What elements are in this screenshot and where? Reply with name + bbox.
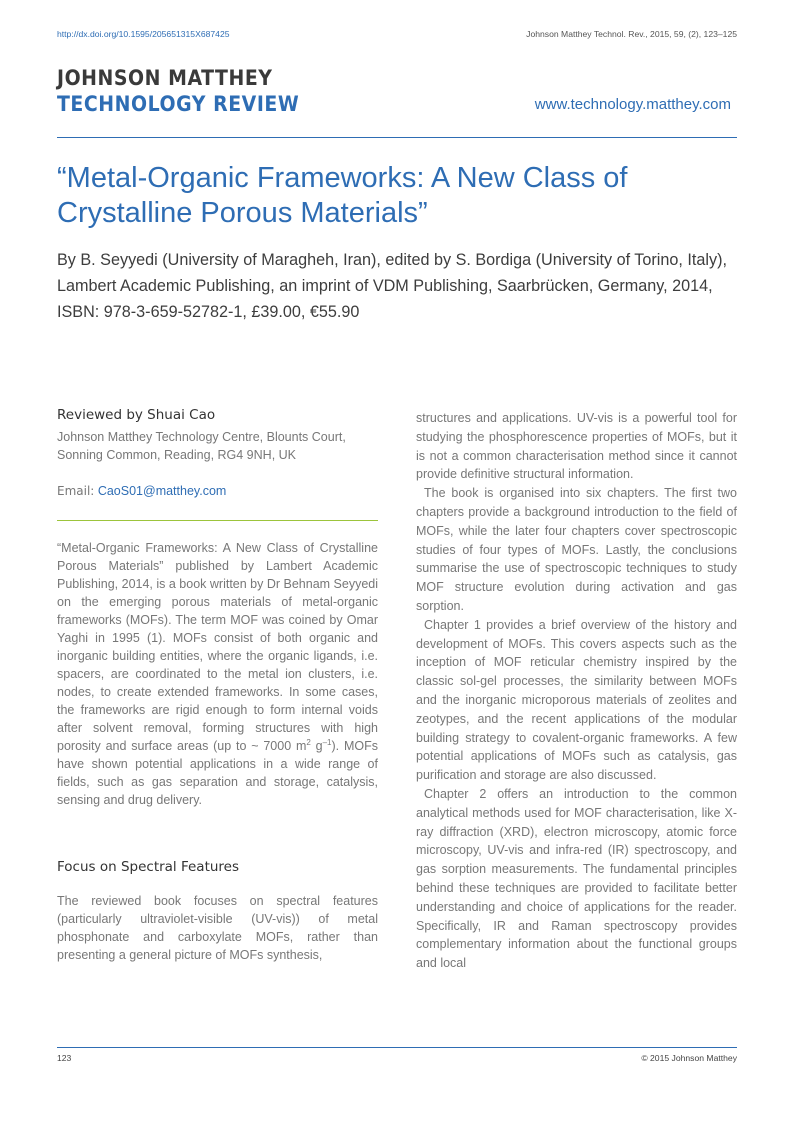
col2-paragraph-3: Chapter 1 provides a brief overview of the history and development of MOFs. This covers aspects such as the inception of MOF reticular chemistry inspired by the classic sol-gel processes, the similarity between MOFs and the inorganic microporous materials of zeolites and zeotypes, and the recent applications of the modular building strategy to covalent-organic frameworks. A few potential applications of MOFs such as catalysis, gas purification and storage are also discussed.: [416, 617, 737, 783]
section-heading: Focus on Spectral Features: [57, 859, 240, 875]
right-column: [416, 409, 737, 973]
intro-sup-2: –1: [322, 737, 332, 747]
intro-text-2: g: [310, 739, 323, 753]
email-link[interactable]: CaoS01@matthey.com: [97, 484, 227, 498]
page-number: 123: [57, 1053, 72, 1063]
col2-paragraph-1: structures and applications. UV-vis is a powerful tool for studying the phosphorescence properties of MOFs, but it is not a common characterisation method since it cannot provide definitive structural information.: [416, 411, 737, 482]
reviewer-email: [57, 484, 226, 498]
email-label: Email:: [57, 484, 95, 498]
footer-divider: [57, 1047, 737, 1048]
reviewer-divider: [57, 520, 378, 521]
header-divider: [57, 137, 737, 138]
col2-paragraph-2: The book is organised into six chapters. The first two chapters provide a background introduction to the field of MOFs, while the later four chapters cover spectroscopic studies of four types of MOFs. Lastly, the conclusions summarise the use of spectroscopic techniques to study MOF structure evolution during activation and gas sorption.: [416, 486, 737, 613]
website-link[interactable]: www.technology.matthey.com: [534, 96, 731, 113]
reviewer-affiliation: Johnson Matthey Technology Centre, Blounts Court, Sonning Common, Reading, RG4 9NH, UK: [57, 430, 346, 462]
intro-text-3: ). MOFs have shown potential applications in a wide range of fields, such as gas separation and storage, catalysis, sensing and drug delivery.: [57, 739, 378, 807]
col2-paragraph-4: Chapter 2 offers an introduction to the common analytical methods used for MOF characterisation, like X-ray diffraction (XRD), electron microscopy, atomic force microscopy, UV-vis and infra-red (IR) spectroscopy, and gas sorption measurements. The fundamental principles behind these techniques are provided to facilitate better understanding and choice of applications for the reader. Specifically, IR and Raman spectroscopy provides complementary information about the functional groups and local: [416, 786, 737, 971]
brand-subtitle: TECHNOLOGY REVIEW: [57, 92, 300, 116]
focus-paragraph: The reviewed book focuses on spectral features (particularly ultraviolet-visible (UV-vis)) of metal phosphonate and carboxylate MOFs, rather than presenting a general picture of MOFs synthesis,: [57, 894, 378, 962]
intro-paragraph: [57, 539, 378, 809]
copyright: © 2015 Johnson Matthey: [641, 1053, 737, 1063]
article-byline: By B. Seyyedi (University of Maragheh, Iran), edited by S. Bordiga (University of Torino, Italy), Lambert Academic Publishing, an imprint of VDM Publishing, Saarbrücken, Germany, 2014, ISBN: 978-3-659-52782-1, £39.00, €55.90: [57, 251, 727, 321]
reviewer-name: Reviewed by Shuai Cao: [57, 407, 216, 423]
journal-citation: Johnson Matthey Technol. Rev., 2015, 59, (2), 123–125: [526, 29, 737, 39]
doi-link[interactable]: http://dx.doi.org/10.1595/205651315X687425: [57, 29, 230, 39]
brand-name: JOHNSON MATTHEY: [57, 66, 273, 90]
article-title: “Metal-Organic Frameworks: A New Class of Crystalline Porous Materials”: [57, 162, 628, 229]
intro-sup-1: 2: [306, 737, 311, 747]
intro-text-1: “Metal-Organic Frameworks: A New Class of Crystalline Porous Materials” published by Lambert Academic Publishing, 2014, is a book written by Dr Behnam Seyyedi on the emerging porous materials of metal-organic frameworks (MOFs). The term MOF was coined by Omar Yaghi in 1995 (1). MOFs consist of both organic and inorganic building entities, where the organic ligands, i.e. spacers, are coordinated to the metal ion clusters, i.e. nodes, to create extended frameworks. In some cases, the frameworks are rigid enough to form internal voids after solvent removal, forming structures with high porosity and surface areas (up to ~ 7000 m: [57, 541, 379, 753]
